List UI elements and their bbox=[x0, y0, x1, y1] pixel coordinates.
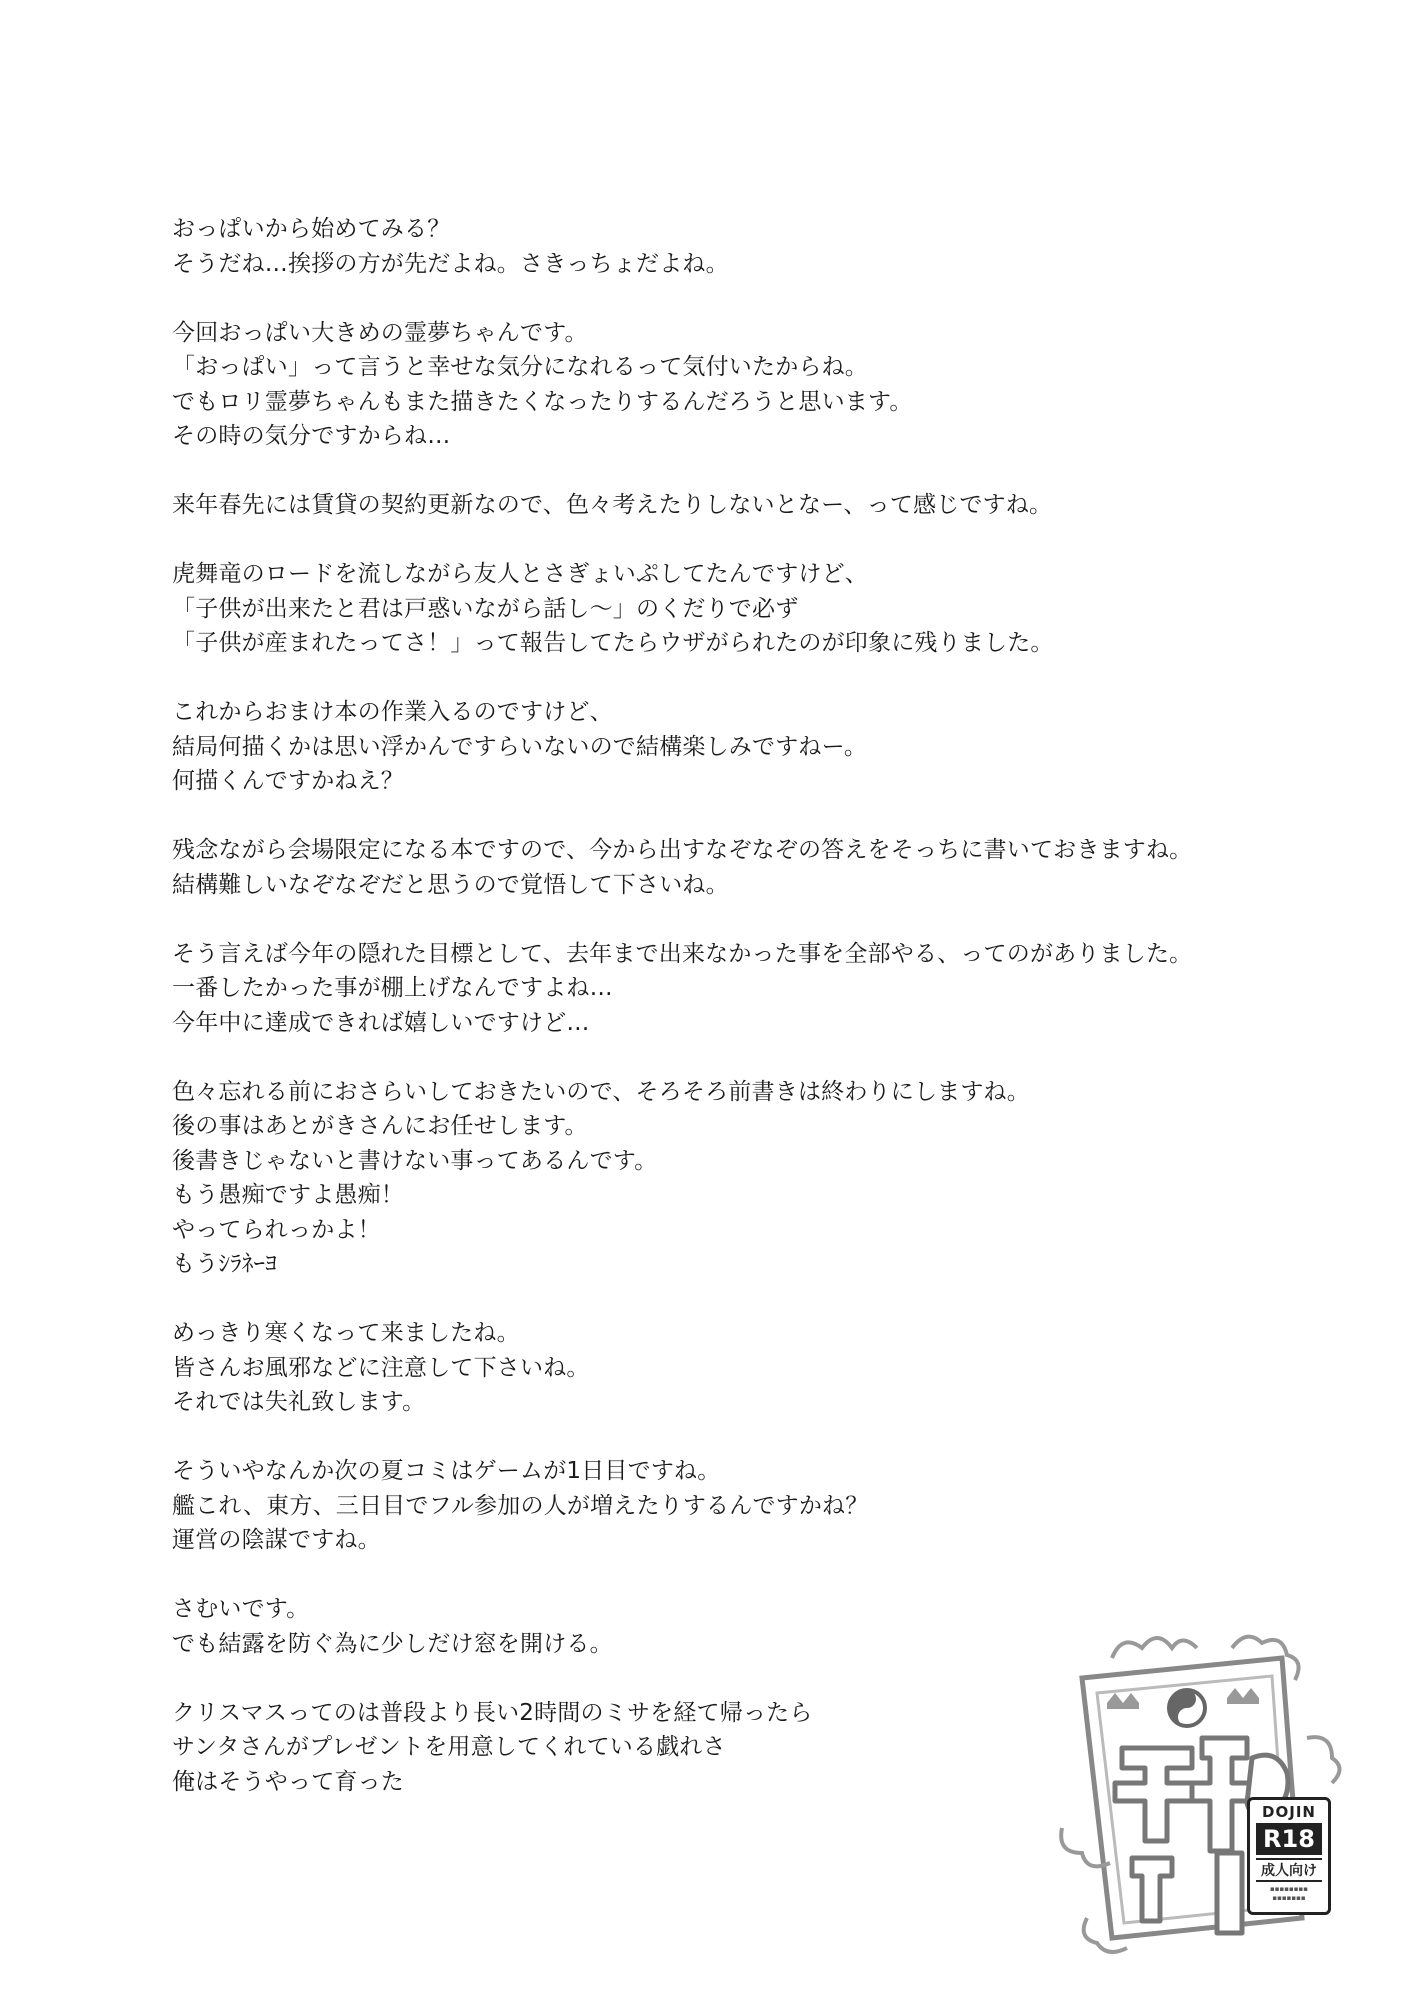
badge-fineprint-icon: ▪▪▪▪▪▪▪▪ ▪▪▪▪▪▪▪ bbox=[1270, 1885, 1308, 1902]
paragraph bbox=[172, 937, 1252, 1041]
text-line: でもロリ霊夢ちゃんもまた描きたくなったりするんだろうと思います。 bbox=[172, 388, 913, 415]
text-line: やってられっかよ！ bbox=[172, 1216, 381, 1243]
text-line: 今年中に達成できれば嬉しいですけど… bbox=[172, 1009, 590, 1036]
text-line: もうｼﾗﾈｰﾖ bbox=[172, 1251, 277, 1277]
text-line: クリスマスってのは普段より長い2時間のミサを経て帰ったら bbox=[172, 1699, 813, 1726]
paragraph bbox=[172, 695, 1252, 799]
paragraph bbox=[172, 488, 1252, 523]
text-line: 残念ながら会場限定になる本ですので、今から出すなぞなぞの答えをそっちに書いておきますね。 bbox=[172, 837, 1193, 863]
text-line: さむいです。 bbox=[172, 1596, 310, 1622]
text-line: これからおまけ本の作業入るのですけど、 bbox=[172, 699, 613, 725]
text-line: 虎舞竜のロードを流しながら友人とさぎょいぷしてたんですけど、 bbox=[172, 561, 868, 587]
text-line: 「おっぱい」って言うと幸せな気分になれるって気付いたからね。 bbox=[172, 354, 868, 380]
text-line: 俺はそうやって育った bbox=[172, 1768, 404, 1795]
text-line: 運営の陰謀ですね。 bbox=[172, 1527, 381, 1553]
badge-r18-label: R18 bbox=[1256, 1823, 1322, 1855]
text-line: 来年春先には賃貸の契約更新なので、色々考えたりしないとなー、って感じですね。 bbox=[172, 492, 1053, 518]
text-line: 結構難しいなぞなぞだと思うので覚悟して下さいね。 bbox=[172, 871, 729, 898]
text-line: サンタさんがプレゼントを用意してくれている戯れさ bbox=[172, 1734, 726, 1760]
paragraph bbox=[172, 316, 1252, 454]
paragraph bbox=[172, 1316, 1252, 1420]
text-line: そう言えば今年の隠れた目標として、去年まで出来なかった事を全部やる、ってのがありました。 bbox=[172, 940, 1193, 967]
paragraph bbox=[172, 1454, 1252, 1558]
text-line: 皆さんお風邪などに注意して下さいね。 bbox=[172, 1354, 590, 1381]
text-line: その時の気分ですからね… bbox=[172, 423, 451, 449]
text-line: そういやなんか次の夏コミはゲームが1日目ですね。 bbox=[172, 1458, 721, 1484]
text-line: 一番したかった事が棚上げなんですよね… bbox=[172, 975, 613, 1001]
text-line: 艦これ、東方、三日目でフル参加の人が増えたりするんですかね？ bbox=[172, 1492, 869, 1519]
afterword-text bbox=[172, 212, 1252, 1834]
text-line: 色々忘れる前におさらいしておきたいので、そろそろ前書きは終わりにしますね。 bbox=[172, 1078, 1030, 1105]
text-line: 後書きじゃないと書けない事ってあるんです。 bbox=[172, 1147, 658, 1174]
text-line: 後の事はあとがきさんにお任せします。 bbox=[172, 1113, 588, 1139]
text-line: 結局何描くかは思い浮かんですらいないので結構楽しみですねー。 bbox=[172, 733, 868, 760]
badge-dojin-label: DOJIN bbox=[1262, 1803, 1316, 1821]
adult-content-badge bbox=[1247, 1797, 1331, 1915]
paragraph bbox=[172, 212, 1252, 281]
text-line: それでは失礼致します。 bbox=[172, 1389, 426, 1415]
badge-adult-label: 成人向け bbox=[1256, 1858, 1322, 1882]
text-line: そうだね…挨拶の方が先だよね。さきっちょだよね。 bbox=[172, 250, 729, 277]
text-line: 今回おっぱい大きめの霊夢ちゃんです。 bbox=[172, 319, 588, 346]
text-line: おっぱいから始めてみる？ bbox=[172, 216, 451, 242]
paragraph bbox=[172, 557, 1252, 661]
text-line: 何描くんですかねえ？ bbox=[172, 768, 404, 794]
text-line: でも結露を防ぐ為に少しだけ窓を開ける。 bbox=[172, 1630, 613, 1657]
paragraph bbox=[172, 833, 1252, 902]
paragraph bbox=[172, 1075, 1252, 1282]
text-line: 「子供が産まれたってさ！」って報告してたらウザがられたのが印象に残りました。 bbox=[172, 630, 1054, 656]
text-line: 「子供が出来たと君は戸惑いながら話し～」のくだりで必ず bbox=[172, 595, 799, 622]
text-line: めっきり寒くなって来ましたね。 bbox=[172, 1320, 520, 1346]
text-line: もう愚痴ですよ愚痴！ bbox=[172, 1182, 404, 1208]
